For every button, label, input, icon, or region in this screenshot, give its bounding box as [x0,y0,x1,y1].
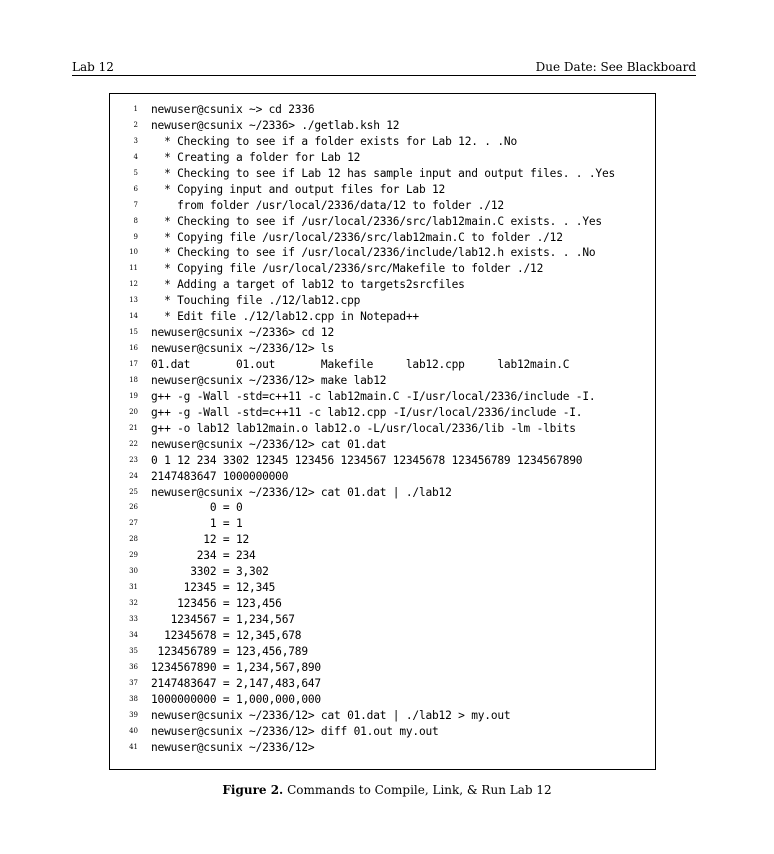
code-text: * Checking to see if /usr/local/2336/include/lab12.h exists. . .No [151,246,596,260]
code-text: newuser@csunix ~/2336> ./getlab.ksh 12 [151,118,400,132]
line-number: 40 [129,726,138,735]
figure-caption [0,783,774,797]
code-text: g++ -g -Wall -std=c++11 -c lab12main.C -I/usr/local/2336/include -I. [151,389,596,403]
code-text: 123456789 = 123,456,789 [151,644,308,658]
line-number: 14 [129,312,138,321]
code-text: 2147483647 = 2,147,483,647 [151,676,321,690]
line-number: 33 [129,615,138,623]
line-number: 37 [129,678,138,687]
code-text: from folder /usr/local/2336/data/12 to folder ./12 [151,198,504,212]
line-number: 20 [129,407,138,416]
line-number: 21 [129,423,138,432]
code-text: 0 1 12 234 3302 12345 123456 1234567 12345678 123456789 1234567890 [151,453,583,467]
line-number: 30 [129,567,138,576]
code-text: * Copying input and output files for Lab 12 [151,182,446,196]
code-text: 3302 = 3,302 [151,565,269,579]
code-text: * Edit file ./12/lab12.cpp in Notepad++ [151,310,419,324]
code-text: * Checking to see if /usr/local/2336/src/lab12main.C exists. . .Yes [151,214,602,228]
line-number: 39 [129,710,138,719]
code-text: * Copying file /usr/local/2336/src/Makefile to folder ./12 [151,262,544,276]
line-number: 15 [129,328,138,337]
code-listing-box [109,93,656,770]
line-number: 16 [129,344,138,353]
line-number: 11 [129,264,138,273]
code-text: newuser@csunix ~/2336/12> diff 01.out my.out [151,724,439,738]
code-text: 01.dat 01.out Makefile lab12.cpp lab12main.C [151,358,570,371]
line-number: 2 [133,120,138,129]
line-number: 38 [129,694,138,703]
line-number: 12 [129,280,138,289]
code-text: 123456 = 123,456 [151,597,282,611]
line-number: 9 [133,232,138,241]
header-divider [72,75,696,76]
code-text: newuser@csunix ~/2336/12> ls [151,342,334,356]
code-text: * Checking to see if a folder exists for Lab 12. . .No [151,134,517,148]
code-text: 12 = 12 [151,533,250,547]
line-number: 23 [129,455,138,464]
line-number: 18 [129,375,138,384]
code-text: newuser@csunix ~/2336/12> [151,740,315,754]
line-number: 35 [129,646,138,655]
code-text: newuser@csunix ~/2336> cd 12 [151,326,334,340]
code-text: * Copying file /usr/local/2336/src/lab12main.C to folder ./12 [151,230,563,244]
line-number: 7 [133,200,138,209]
line-number: 28 [129,535,138,544]
line-number: 24 [129,471,138,480]
code-text: 1000000000 = 1,000,000,000 [151,692,321,706]
code-text: newuser@csunix ~/2336/12> make lab12 [151,373,387,387]
code-text: 0 = 0 [151,501,243,515]
code-text: 1234567890 = 1,234,567,890 [151,660,321,674]
line-number: 4 [133,152,138,161]
code-text: 234 = 234 [151,549,256,563]
code-text: 1 = 1 [151,517,243,531]
code-text: 2147483647 1000000000 [151,469,289,483]
line-number: 8 [133,216,138,225]
line-number: 13 [129,296,138,305]
code-text: 1234567 = 1,234,567 [151,613,295,626]
code-text: 12345 = 12,345 [151,581,276,595]
line-number: 6 [133,184,138,193]
line-number: 5 [133,168,138,177]
code-text: * Touching file ./12/lab12.cpp [151,294,361,308]
header-lab-title: Lab 12 [72,60,114,74]
header-due-date: Due Date: See Blackboard [535,60,696,74]
code-text: newuser@csunix ~> cd 2336 [151,103,315,116]
figure-label: Figure 2. [222,783,284,797]
code-text: g++ -g -Wall -std=c++11 -c lab12.cpp -I/usr/local/2336/include -I. [151,405,583,419]
code-text: newuser@csunix ~/2336/12> cat 01.dat | ./lab12 > my.out [151,708,511,722]
line-number: 19 [129,391,138,400]
code-text: * Creating a folder for Lab 12 [151,150,361,164]
figure-caption-text: Commands to Compile, Link, & Run Lab 12 [287,783,552,797]
line-number: 22 [129,439,138,448]
line-number: 3 [133,136,138,145]
code-text: newuser@csunix ~/2336/12> cat 01.dat | ./lab12 [151,485,452,499]
line-number: 32 [129,599,138,608]
code-text: * Adding a target of lab12 to targets2srcfiles [151,278,465,292]
page-header [72,58,696,76]
line-number: 1 [133,105,138,113]
line-number: 41 [129,742,138,751]
code-text: * Checking to see if Lab 12 has sample input and output files. . .Yes [151,166,616,180]
line-number: 29 [129,551,138,560]
line-number: 25 [129,487,138,496]
line-number: 27 [129,519,138,528]
code-text: newuser@csunix ~/2336/12> cat 01.dat [151,437,387,451]
code-text: 12345678 = 12,345,678 [151,628,302,642]
line-number: 26 [129,503,138,512]
code-text: g++ -o lab12 lab12main.o lab12.o -L/usr/local/2336/lib -lm -lbits [151,421,576,435]
line-number: 10 [129,248,138,257]
line-number: 17 [129,360,138,368]
line-number: 31 [129,583,138,592]
line-number: 34 [129,630,138,639]
line-number: 36 [129,662,138,671]
